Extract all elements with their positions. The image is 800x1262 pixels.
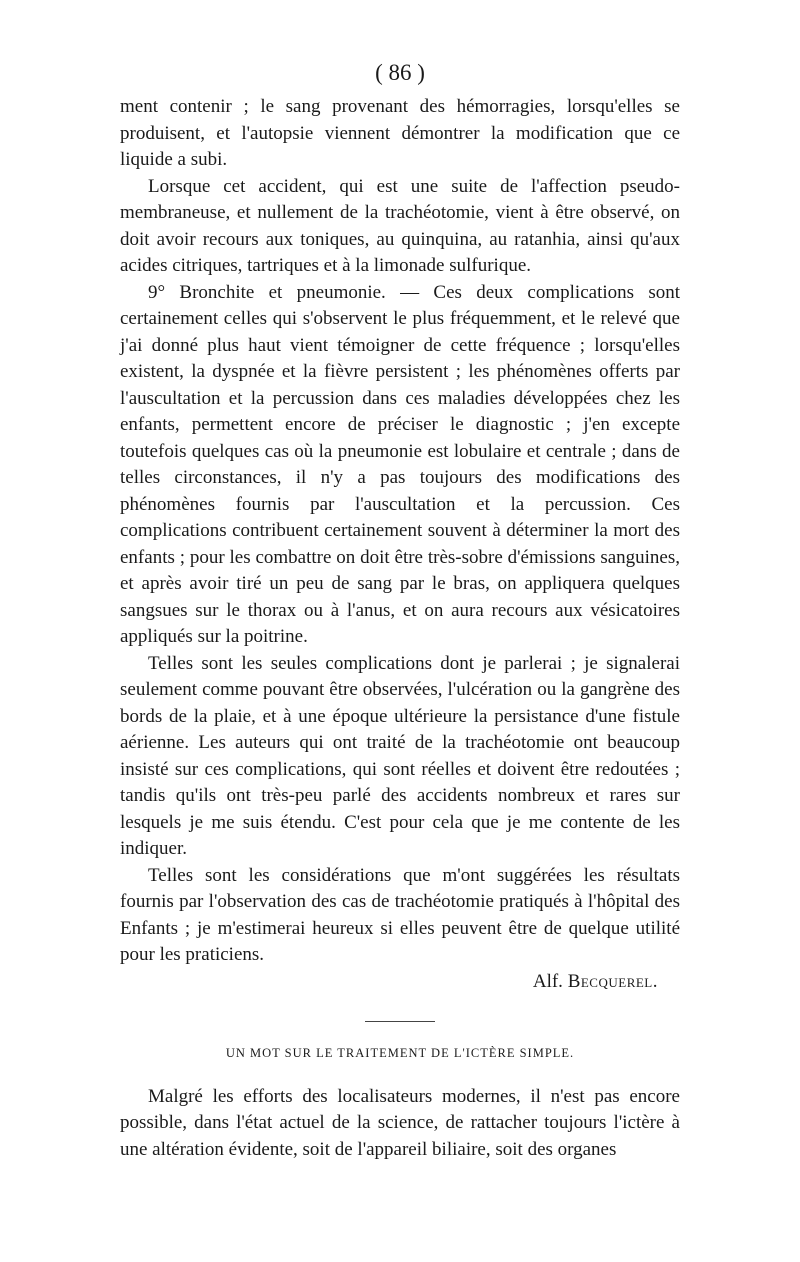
author-signature — [120, 969, 658, 995]
paragraph-other-complications: Telles sont les seules complications dont je parlerai ; je signalerai seulement comme pouvant être observées, l'ulcération ou la gangrène des bords de la plaie, et à une époque ultérieure la persistance d'une fistule aérienne. Les auteurs qui ont traité de la trachéotomie ont beaucoup insisté sur ces complications, qui sont réelles et doivent être redoutées ; tandis qu'ils ont très-peu parlé des accidents nombreux et rares sur lesquels je me suis étendu. C'est pour cela que je me contente de les indiquer. — [120, 652, 680, 859]
paragraph-icterus-intro: Malgré les efforts des localisateurs modernes, il n'est pas encore possible, dans l'état actuel de la science, de rattacher toujours l'ictère à une altération évidente, soit de l'appareil biliaire, soit des organes — [120, 1085, 680, 1160]
paragraph-continuation: ment contenir ; le sang provenant des hémorragies, lorsqu'elles se produisent, et l'autopsie viennent démontrer la modification que ce liquide a subi. — [120, 96, 680, 170]
page-content — [120, 56, 680, 1163]
paragraph-bronchite-pneumonie: 9° Bronchite et pneumonie. — Ces deux complications sont certainement celles qui s'observent le plus fréquemment, et le relevé que j'ai donné plus haut vient témoigner de cette fréquence ; lorsqu'elles existent, la dyspnée et la fièvre persistent ; les phénomènes offerts par l'auscultation et la percussion dans ces maladies développées chez les enfants, permettent encore de préciser le diagnostic ; j'en excepte toutefois quelques cas où la pneumonie est lobulaire et centrale ; dans de telles circonstances, il n'y a pas toujours des modifications des phénomènes fournis par l'auscultation et la percussion. Ces complications contribuent certainement souvent à déterminer la mort des enfants ; pour les combattre on doit être très-sobre d'émissions sanguines, et après avoir tiré un peu de sang par le bras, on appliquera quelques sangsues sur le thorax ou à l'anus, et on aura recours aux vésicatoires appliqués sur la poitrine. — [120, 281, 680, 647]
signature-initials: Alf. — [532, 970, 563, 992]
section-divider — [365, 1021, 435, 1022]
signature-surname: Becquerel. — [567, 970, 658, 992]
paragraph-conclusion: Telles sont les considérations que m'ont suggérées les résultats fournis par l'observation des cas de trachéotomie pratiqués à l'hôpital des Enfants ; je m'estimerai heureux si elles peuvent être de quelque utilité pour les praticiens. — [120, 864, 680, 965]
section-title: UN MOT SUR LE TRAITEMENT DE L'ICTÈRE SIMPLE. — [225, 1045, 575, 1060]
paragraph-accident-treatment: Lorsque cet accident, qui est une suite de l'affection pseudo-membraneuse, et nullement de la trachéotomie, vient à être observé, on doit avoir recours aux toniques, au quinquina, au ratanhia, ainsi qu'aux acides citriques, tartriques et à la limonade sulfurique. — [120, 175, 680, 276]
page-number: ( 86 ) — [375, 60, 425, 85]
